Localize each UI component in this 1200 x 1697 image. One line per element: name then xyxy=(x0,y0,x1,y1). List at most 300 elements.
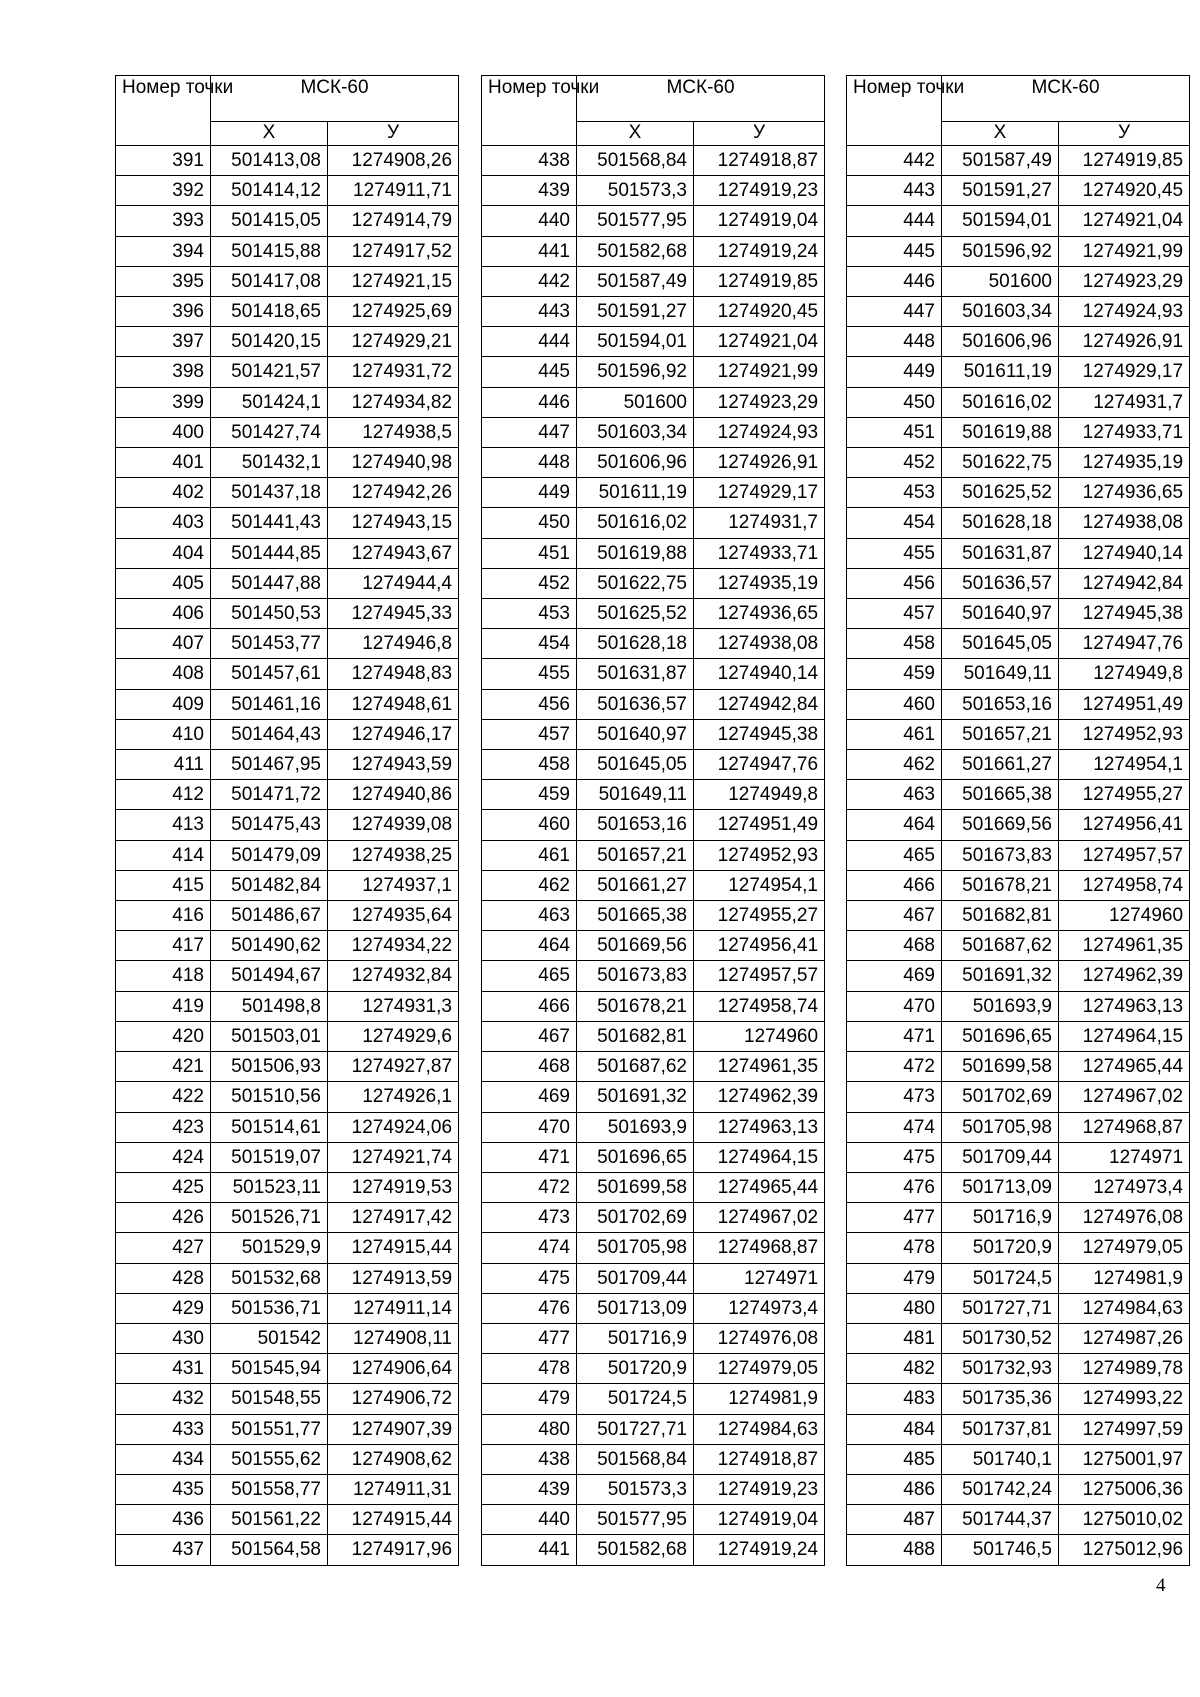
coord-x: 501582,68 xyxy=(577,236,694,266)
coord-y: 1274919,24 xyxy=(694,236,825,266)
coord-x: 501661,27 xyxy=(577,870,694,900)
point-number: 457 xyxy=(482,719,577,749)
table-row xyxy=(116,659,459,689)
header-x: Х xyxy=(942,122,1059,146)
coord-y: 1274979,05 xyxy=(694,1354,825,1384)
point-number: 430 xyxy=(116,1323,211,1353)
table-row xyxy=(116,750,459,780)
point-number: 413 xyxy=(116,810,211,840)
coord-y: 1274963,13 xyxy=(1059,991,1190,1021)
table-row xyxy=(482,1444,825,1474)
table-row xyxy=(116,780,459,810)
table-row xyxy=(116,840,459,870)
point-number: 448 xyxy=(847,327,942,357)
point-number: 442 xyxy=(847,146,942,176)
coord-x: 501418,65 xyxy=(211,297,328,327)
coord-x: 501744,37 xyxy=(942,1505,1059,1535)
table-row xyxy=(116,297,459,327)
coord-y: 1274929,17 xyxy=(694,478,825,508)
point-number: 444 xyxy=(482,327,577,357)
table-row xyxy=(847,780,1190,810)
coord-x: 501611,19 xyxy=(577,478,694,508)
coord-y: 1274981,9 xyxy=(1059,1263,1190,1293)
coord-x: 501447,88 xyxy=(211,568,328,598)
coord-x: 501705,98 xyxy=(942,1112,1059,1142)
point-number: 471 xyxy=(847,1021,942,1051)
table-row xyxy=(116,1444,459,1474)
coord-y: 1274940,14 xyxy=(1059,538,1190,568)
coord-x: 501657,21 xyxy=(577,840,694,870)
table-row xyxy=(847,1293,1190,1323)
table-row xyxy=(116,508,459,538)
coord-x: 501713,09 xyxy=(577,1293,694,1323)
point-number: 468 xyxy=(482,1052,577,1082)
coord-x: 501678,21 xyxy=(577,991,694,1021)
point-number: 472 xyxy=(847,1052,942,1082)
coord-x: 501665,38 xyxy=(577,901,694,931)
coord-x: 501558,77 xyxy=(211,1474,328,1504)
coord-y: 1274944,4 xyxy=(328,568,459,598)
table-row xyxy=(482,1142,825,1172)
table-row xyxy=(847,1384,1190,1414)
coord-y: 1274931,72 xyxy=(328,357,459,387)
point-number: 399 xyxy=(116,387,211,417)
table-row xyxy=(847,1142,1190,1172)
point-number: 458 xyxy=(482,750,577,780)
point-number: 468 xyxy=(847,931,942,961)
table-row xyxy=(116,1323,459,1353)
coord-x: 501699,58 xyxy=(577,1172,694,1202)
point-number: 433 xyxy=(116,1414,211,1444)
coord-x: 501551,77 xyxy=(211,1414,328,1444)
table-row xyxy=(116,1535,459,1565)
point-number: 404 xyxy=(116,538,211,568)
coord-y: 1274919,85 xyxy=(694,266,825,296)
table-row xyxy=(116,327,459,357)
point-number: 457 xyxy=(847,599,942,629)
table-row xyxy=(482,1112,825,1142)
point-number: 444 xyxy=(847,206,942,236)
coord-y: 1274919,23 xyxy=(694,1474,825,1504)
coord-y: 1274984,63 xyxy=(694,1414,825,1444)
table-row xyxy=(116,1172,459,1202)
table-row xyxy=(116,1384,459,1414)
table-row xyxy=(482,780,825,810)
point-number: 408 xyxy=(116,659,211,689)
coord-y: 1274939,08 xyxy=(328,810,459,840)
table-row xyxy=(482,991,825,1021)
coord-y: 1274949,8 xyxy=(1059,659,1190,689)
point-number: 436 xyxy=(116,1505,211,1535)
table-row xyxy=(847,931,1190,961)
coord-x: 501724,5 xyxy=(942,1263,1059,1293)
table-row xyxy=(116,599,459,629)
point-number: 418 xyxy=(116,961,211,991)
table-row xyxy=(482,599,825,629)
table-row xyxy=(482,206,825,236)
point-number: 469 xyxy=(847,961,942,991)
point-number: 469 xyxy=(482,1082,577,1112)
point-number: 475 xyxy=(482,1263,577,1293)
coord-x: 501606,96 xyxy=(942,327,1059,357)
coord-y: 1274952,93 xyxy=(694,840,825,870)
table-row xyxy=(116,478,459,508)
point-number: 475 xyxy=(847,1142,942,1172)
coord-x: 501415,05 xyxy=(211,206,328,236)
point-number: 434 xyxy=(116,1444,211,1474)
coord-x: 501523,11 xyxy=(211,1172,328,1202)
coord-x: 501724,5 xyxy=(577,1384,694,1414)
coord-y: 1274958,74 xyxy=(694,991,825,1021)
point-number: 466 xyxy=(847,870,942,900)
coord-y: 1274958,74 xyxy=(1059,870,1190,900)
coord-x: 501606,96 xyxy=(577,448,694,478)
coord-x: 501696,65 xyxy=(577,1142,694,1172)
point-number: 462 xyxy=(482,870,577,900)
coord-x: 501622,75 xyxy=(942,448,1059,478)
point-number: 414 xyxy=(116,840,211,870)
table-row xyxy=(847,146,1190,176)
coord-x: 501596,92 xyxy=(577,357,694,387)
coord-x: 501709,44 xyxy=(577,1263,694,1293)
coord-y: 1274917,42 xyxy=(328,1203,459,1233)
coord-y: 1274952,93 xyxy=(1059,719,1190,749)
coord-x: 501471,72 xyxy=(211,780,328,810)
coord-x: 501482,84 xyxy=(211,870,328,900)
coord-x: 501591,27 xyxy=(942,176,1059,206)
coord-y: 1274946,8 xyxy=(328,629,459,659)
coord-y: 1274960 xyxy=(1059,901,1190,931)
table-row xyxy=(116,961,459,991)
coord-y: 1274968,87 xyxy=(694,1233,825,1263)
coord-x: 501510,56 xyxy=(211,1082,328,1112)
coord-y: 1274907,39 xyxy=(328,1414,459,1444)
point-number: 456 xyxy=(482,689,577,719)
table-row xyxy=(116,146,459,176)
coord-y: 1274906,64 xyxy=(328,1354,459,1384)
table-row xyxy=(116,1082,459,1112)
point-number: 401 xyxy=(116,448,211,478)
point-number: 416 xyxy=(116,901,211,931)
coord-x: 501603,34 xyxy=(942,297,1059,327)
point-number: 441 xyxy=(482,236,577,266)
coord-x: 501716,9 xyxy=(942,1203,1059,1233)
coord-x: 501542 xyxy=(211,1323,328,1353)
coord-y: 1274933,71 xyxy=(694,538,825,568)
coord-x: 501568,84 xyxy=(577,146,694,176)
coord-y: 1274927,87 xyxy=(328,1052,459,1082)
coord-y: 1275006,36 xyxy=(1059,1474,1190,1504)
coord-y: 1274955,27 xyxy=(694,901,825,931)
point-number: 481 xyxy=(847,1323,942,1353)
coord-x: 501631,87 xyxy=(577,659,694,689)
coord-y: 1274917,52 xyxy=(328,236,459,266)
point-number: 463 xyxy=(482,901,577,931)
coord-x: 501625,52 xyxy=(577,599,694,629)
coord-y: 1274997,59 xyxy=(1059,1414,1190,1444)
point-number: 394 xyxy=(116,236,211,266)
table-row xyxy=(847,901,1190,931)
table-row xyxy=(482,417,825,447)
coord-y: 1274946,17 xyxy=(328,719,459,749)
coord-y: 1274925,69 xyxy=(328,297,459,327)
coord-x: 501699,58 xyxy=(942,1052,1059,1082)
coord-y: 1274938,5 xyxy=(328,417,459,447)
coord-y: 1274973,4 xyxy=(1059,1172,1190,1202)
coord-x: 501498,8 xyxy=(211,991,328,1021)
coord-y: 1274929,17 xyxy=(1059,357,1190,387)
coord-y: 1274924,93 xyxy=(694,417,825,447)
coord-x: 501702,69 xyxy=(577,1203,694,1233)
point-number: 398 xyxy=(116,357,211,387)
point-number: 439 xyxy=(482,1474,577,1504)
table-row xyxy=(482,448,825,478)
table-row xyxy=(482,1414,825,1444)
table-row xyxy=(482,659,825,689)
point-number: 425 xyxy=(116,1172,211,1202)
coord-x: 501494,67 xyxy=(211,961,328,991)
coord-x: 501640,97 xyxy=(577,719,694,749)
coord-y: 1274923,29 xyxy=(694,387,825,417)
point-number: 446 xyxy=(847,266,942,296)
table-row xyxy=(847,1354,1190,1384)
coord-y: 1274915,44 xyxy=(328,1233,459,1263)
point-number: 479 xyxy=(482,1384,577,1414)
header-y: У xyxy=(328,122,459,146)
table-row xyxy=(482,1052,825,1082)
coord-y: 1274957,57 xyxy=(1059,840,1190,870)
coord-y: 1274919,24 xyxy=(694,1535,825,1565)
point-number: 419 xyxy=(116,991,211,1021)
coord-x: 501596,92 xyxy=(942,236,1059,266)
coord-y: 1274968,87 xyxy=(1059,1112,1190,1142)
coord-y: 1274993,22 xyxy=(1059,1384,1190,1414)
table-row xyxy=(847,1021,1190,1051)
coord-x: 501735,36 xyxy=(942,1384,1059,1414)
table-row xyxy=(116,1052,459,1082)
table-row xyxy=(847,629,1190,659)
point-number: 429 xyxy=(116,1293,211,1323)
coord-x: 501414,12 xyxy=(211,176,328,206)
table-row xyxy=(482,629,825,659)
coord-x: 501691,32 xyxy=(942,961,1059,991)
table-row xyxy=(847,568,1190,598)
point-number: 450 xyxy=(847,387,942,417)
coord-x: 501693,9 xyxy=(577,1112,694,1142)
table-row xyxy=(847,1444,1190,1474)
coord-x: 501673,83 xyxy=(577,961,694,991)
table-row xyxy=(482,1263,825,1293)
coord-x: 501619,88 xyxy=(942,417,1059,447)
point-number: 447 xyxy=(482,417,577,447)
coord-x: 501645,05 xyxy=(942,629,1059,659)
point-number: 445 xyxy=(847,236,942,266)
point-number: 455 xyxy=(482,659,577,689)
point-number: 487 xyxy=(847,1505,942,1535)
coord-y: 1274938,08 xyxy=(1059,508,1190,538)
coord-x: 501709,44 xyxy=(942,1142,1059,1172)
table-row xyxy=(847,1172,1190,1202)
table-row xyxy=(116,689,459,719)
coord-x: 501730,52 xyxy=(942,1323,1059,1353)
point-number: 423 xyxy=(116,1112,211,1142)
table-row xyxy=(482,1172,825,1202)
table-row xyxy=(482,1082,825,1112)
coord-y: 1274942,26 xyxy=(328,478,459,508)
coord-y: 1274919,85 xyxy=(1059,146,1190,176)
table-row xyxy=(482,146,825,176)
coord-x: 501536,71 xyxy=(211,1293,328,1323)
coord-y: 1274921,99 xyxy=(1059,236,1190,266)
header-y: У xyxy=(1059,122,1190,146)
table-row xyxy=(482,508,825,538)
coord-y: 1274949,8 xyxy=(694,780,825,810)
point-number: 449 xyxy=(482,478,577,508)
point-number: 464 xyxy=(847,810,942,840)
coord-y: 1274940,14 xyxy=(694,659,825,689)
table-row xyxy=(116,538,459,568)
table-row xyxy=(116,1112,459,1142)
table-row xyxy=(482,1021,825,1051)
point-number: 442 xyxy=(482,266,577,296)
point-number: 439 xyxy=(482,176,577,206)
point-number: 440 xyxy=(482,1505,577,1535)
coord-y: 1274979,05 xyxy=(1059,1233,1190,1263)
table-row xyxy=(116,870,459,900)
coord-x: 501587,49 xyxy=(942,146,1059,176)
point-number: 407 xyxy=(116,629,211,659)
point-number: 454 xyxy=(847,508,942,538)
point-number: 478 xyxy=(482,1354,577,1384)
coord-y: 1274926,1 xyxy=(328,1082,459,1112)
table-row xyxy=(847,961,1190,991)
point-number: 403 xyxy=(116,508,211,538)
coord-x: 501545,94 xyxy=(211,1354,328,1384)
coord-y: 1274908,26 xyxy=(328,146,459,176)
coord-x: 501727,71 xyxy=(577,1414,694,1444)
table-row xyxy=(116,206,459,236)
table-row xyxy=(482,1323,825,1353)
coord-y: 1274961,35 xyxy=(1059,931,1190,961)
table-row xyxy=(847,1263,1190,1293)
table-row xyxy=(847,689,1190,719)
point-number: 482 xyxy=(847,1354,942,1384)
table-row xyxy=(116,1203,459,1233)
coord-y: 1274961,35 xyxy=(694,1052,825,1082)
coord-y: 1274942,84 xyxy=(694,689,825,719)
point-number: 431 xyxy=(116,1354,211,1384)
table-row xyxy=(482,478,825,508)
coord-y: 1274984,63 xyxy=(1059,1293,1190,1323)
coord-x: 501682,81 xyxy=(577,1021,694,1051)
coord-x: 501669,56 xyxy=(577,931,694,961)
point-number: 405 xyxy=(116,568,211,598)
coord-x: 501573,3 xyxy=(577,1474,694,1504)
table-row xyxy=(847,719,1190,749)
coord-y: 1274906,72 xyxy=(328,1384,459,1414)
coord-y: 1274935,64 xyxy=(328,901,459,931)
coord-x: 501669,56 xyxy=(942,810,1059,840)
point-number: 435 xyxy=(116,1474,211,1504)
point-number: 393 xyxy=(116,206,211,236)
point-number: 395 xyxy=(116,266,211,296)
coord-x: 501742,24 xyxy=(942,1474,1059,1504)
header-point-number: Номер точки xyxy=(847,76,942,146)
coord-y: 1274967,02 xyxy=(694,1203,825,1233)
coord-y: 1274987,26 xyxy=(1059,1323,1190,1353)
table-row xyxy=(847,176,1190,206)
point-number: 451 xyxy=(847,417,942,447)
point-number: 460 xyxy=(847,689,942,719)
point-number: 441 xyxy=(482,1535,577,1565)
coord-x: 501568,84 xyxy=(577,1444,694,1474)
coord-y: 1274923,29 xyxy=(1059,266,1190,296)
point-number: 443 xyxy=(482,297,577,327)
coord-y: 1274971 xyxy=(694,1263,825,1293)
table-row xyxy=(482,931,825,961)
table-row xyxy=(482,357,825,387)
table-row xyxy=(847,1323,1190,1353)
coord-x: 501479,09 xyxy=(211,840,328,870)
coord-x: 501421,57 xyxy=(211,357,328,387)
table-row xyxy=(847,750,1190,780)
header-point-number: Номер точки xyxy=(482,76,577,146)
table-row xyxy=(847,478,1190,508)
point-number: 461 xyxy=(847,719,942,749)
point-number: 471 xyxy=(482,1142,577,1172)
table-row xyxy=(116,1293,459,1323)
table-row xyxy=(847,1505,1190,1535)
table-row xyxy=(847,1414,1190,1444)
coord-x: 501555,62 xyxy=(211,1444,328,1474)
point-number: 400 xyxy=(116,417,211,447)
table-row xyxy=(482,568,825,598)
coord-x: 501573,3 xyxy=(577,176,694,206)
coord-y: 1274967,02 xyxy=(1059,1082,1190,1112)
table-row xyxy=(482,870,825,900)
point-number: 480 xyxy=(482,1414,577,1444)
table-row xyxy=(847,448,1190,478)
table-row xyxy=(482,327,825,357)
coord-y: 1274911,14 xyxy=(328,1293,459,1323)
coord-y: 1274964,15 xyxy=(1059,1021,1190,1051)
point-number: 449 xyxy=(847,357,942,387)
point-number: 397 xyxy=(116,327,211,357)
coord-y: 1274935,19 xyxy=(694,568,825,598)
table-row xyxy=(847,991,1190,1021)
coord-x: 501687,62 xyxy=(942,931,1059,961)
coord-x: 501519,07 xyxy=(211,1142,328,1172)
table-row xyxy=(847,1474,1190,1504)
point-number: 467 xyxy=(482,1021,577,1051)
coord-y: 1274936,65 xyxy=(694,599,825,629)
table-row xyxy=(482,1233,825,1263)
coord-y: 1274954,1 xyxy=(1059,750,1190,780)
point-number: 448 xyxy=(482,448,577,478)
point-number: 452 xyxy=(482,568,577,598)
coord-y: 1274956,41 xyxy=(694,931,825,961)
coord-x: 501636,57 xyxy=(942,568,1059,598)
point-number: 470 xyxy=(847,991,942,1021)
point-number: 453 xyxy=(482,599,577,629)
coord-x: 501467,95 xyxy=(211,750,328,780)
coord-x: 501506,93 xyxy=(211,1052,328,1082)
table-row xyxy=(482,840,825,870)
coord-x: 501582,68 xyxy=(577,1535,694,1565)
coord-x: 501457,61 xyxy=(211,659,328,689)
table-row xyxy=(116,1021,459,1051)
coord-x: 501548,55 xyxy=(211,1384,328,1414)
